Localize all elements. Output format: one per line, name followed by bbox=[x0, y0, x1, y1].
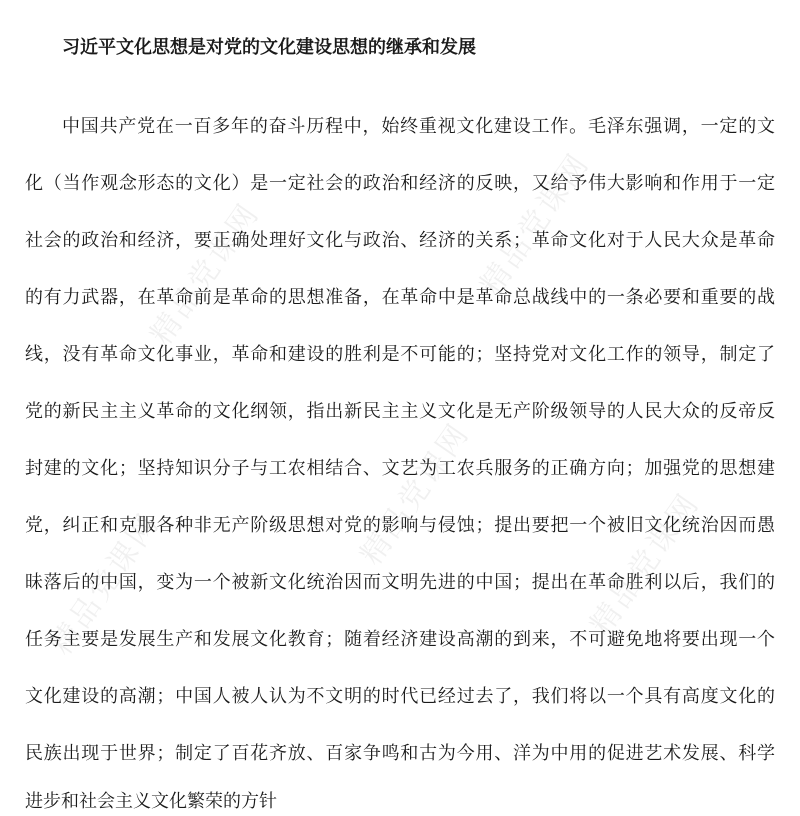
watermark-text: 精品党课网 bbox=[43, 506, 168, 662]
paragraph-line: 社会的政治和经济，要正确处理好文化与政治、经济的关系；革命文化对于人民大众是革命 bbox=[25, 230, 775, 251]
paragraph-line: 中国共产党在一百多年的奋斗历程中，始终重视文化建设工作。毛泽东强调，一定的文 bbox=[62, 116, 775, 137]
paragraph-line: 任务主要是发展生产和发展文化教育；随着经济建设高潮的到来，不可避免地将要出现一个 bbox=[25, 629, 775, 650]
paragraph-line: 党的新民主主义革命的文化纲领，指出新民主主义文化是无产阶级领导的人民大众的反帝反 bbox=[25, 401, 775, 422]
paragraph-line: 化（当作观念形态的文化）是一定社会的政治和经济的反映，又给予伟大影响和作用于一定 bbox=[25, 173, 775, 194]
watermark-text: 精品党课网 bbox=[473, 146, 598, 302]
paragraph-line: 昧落后的中国，变为一个被新文化统治因而文明先进的中国；提出在革命胜利以后，我们的 bbox=[25, 572, 775, 593]
paragraph-line: 党，纠正和克服各种非无产阶级思想对党的影响与侵蚀；提出要把一个被旧文化统治因而愚 bbox=[25, 515, 775, 536]
paragraph-line: 文化建设的高潮；中国人被人认为不文明的时代已经过去了，我们将以一个具有高度文化的 bbox=[25, 686, 775, 707]
watermark-text: 精品党课网 bbox=[583, 486, 708, 642]
paragraph-line: 民族出现于世界；制定了百花齐放、百家争鸣和古为今用、洋为中用的促进艺术发展、科学 bbox=[25, 743, 775, 764]
paragraph-line: 封建的文化；坚持知识分子与工农相结合、文艺为工农兵服务的正确方向；加强党的思想建 bbox=[25, 458, 775, 479]
watermark-text: 精品党课网 bbox=[353, 416, 478, 572]
document-heading: 习近平文化思想是对党的文化建设思想的继承和发展 bbox=[62, 37, 476, 58]
paragraph-line: 线，没有革命文化事业，革命和建设的胜利是不可能的；坚持党对文化工作的领导，制定了 bbox=[25, 344, 775, 365]
paragraph-line: 进步和社会主义文化繁荣的方针 bbox=[25, 791, 277, 812]
paragraph-line: 的有力武器，在革命前是革命的思想准备，在革命中是革命总战线中的一条必要和重要的战 bbox=[25, 287, 775, 308]
watermark-text: 精品党课网 bbox=[143, 196, 268, 352]
